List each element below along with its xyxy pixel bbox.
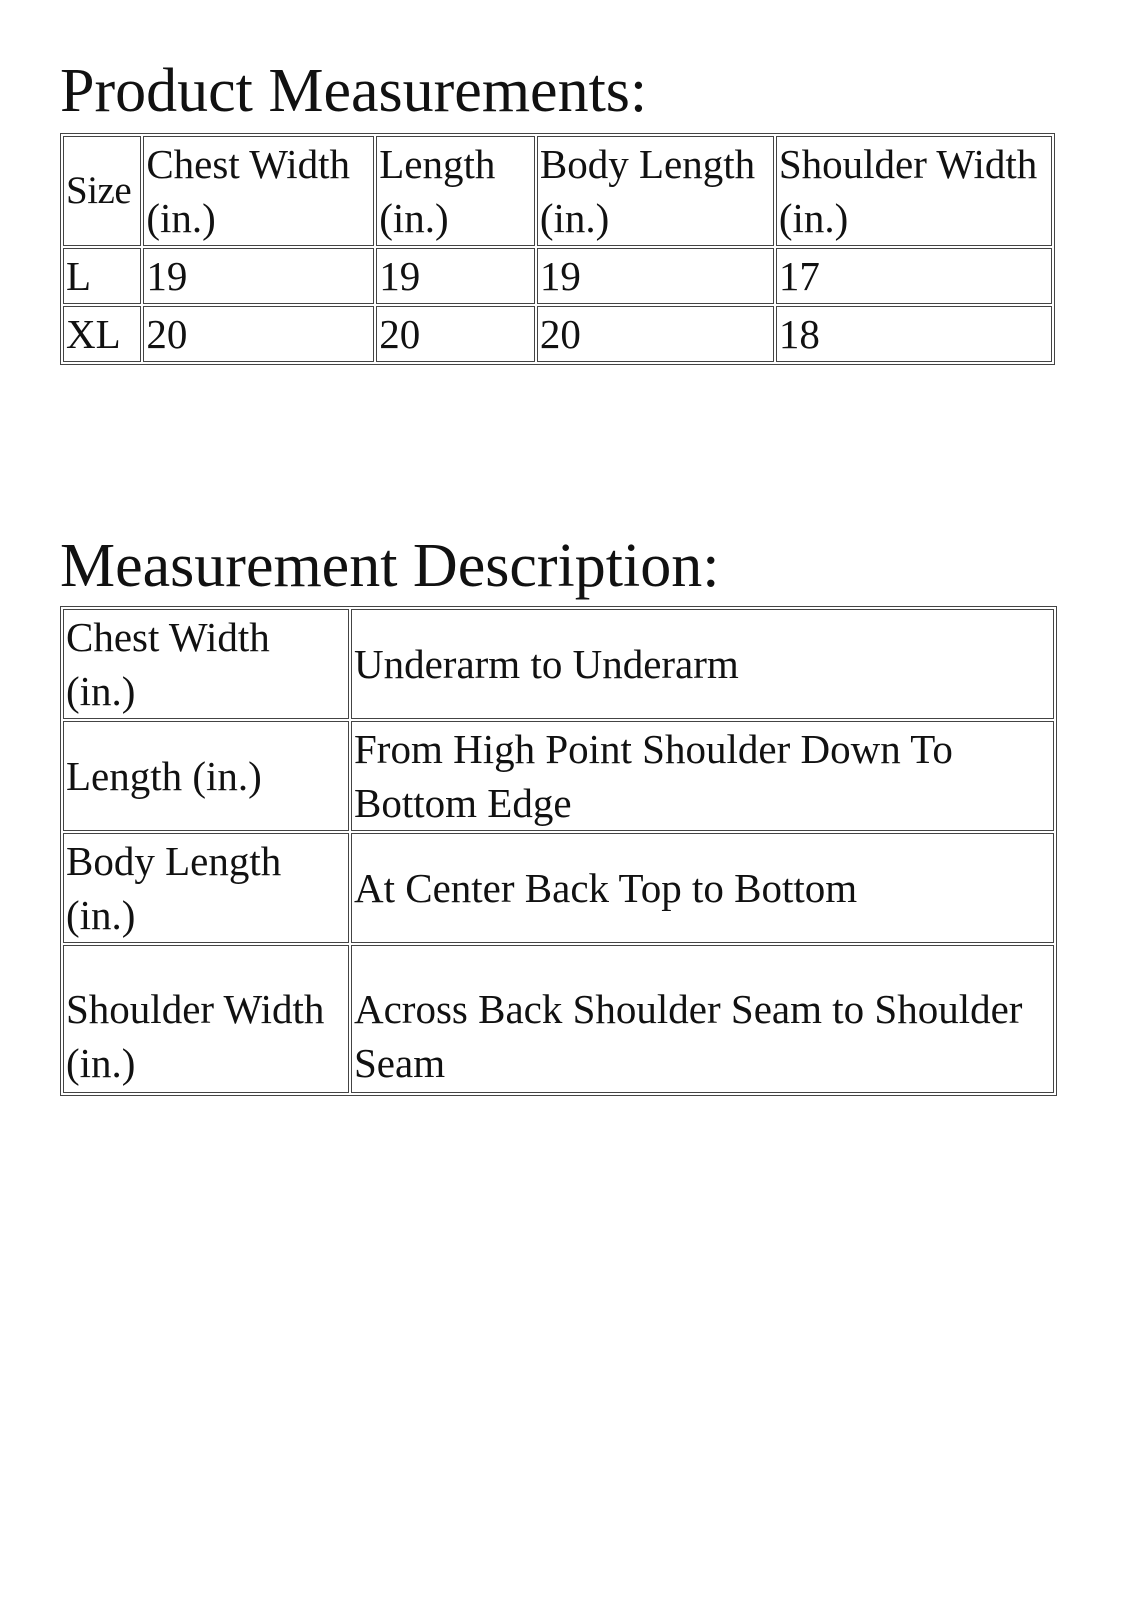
cell-body-length: 19 [537, 248, 774, 304]
description-table [60, 606, 1057, 1096]
cell-length: 19 [376, 248, 535, 304]
cell-shoulder-width: 17 [776, 248, 1052, 304]
table-row [63, 609, 1054, 719]
term-length: Length (in.) [63, 721, 349, 831]
table-row [63, 248, 1052, 304]
cell-chest-width: 19 [143, 248, 374, 304]
term-shoulder-width: Shoulder Width (in.) [63, 945, 349, 1093]
description-body-length: At Center Back Top to Bottom [351, 833, 1054, 943]
description-chest-width: Underarm to Underarm [351, 609, 1054, 719]
column-header-length: Length (in.) [376, 136, 535, 246]
description-shoulder-width: Across Back Shoulder Seam to Shoulder Seam [351, 945, 1054, 1093]
column-header-chest-width: Chest Width (in.) [143, 136, 374, 246]
measurements-table [60, 133, 1055, 365]
column-header-body-length: Body Length (in.) [537, 136, 774, 246]
description-length: From High Point Shoulder Down To Bottom Edge [351, 721, 1054, 831]
cell-size: XL [63, 306, 141, 362]
cell-size: L [63, 248, 141, 304]
term-body-length: Body Length (in.) [63, 833, 349, 943]
table-row [63, 721, 1054, 831]
measurement-description-title: Measurement Description: [60, 532, 720, 600]
cell-body-length: 20 [537, 306, 774, 362]
column-header-shoulder-width: Shoulder Width (in.) [776, 136, 1052, 246]
term-chest-width: Chest Width (in.) [63, 609, 349, 719]
cell-length: 20 [376, 306, 535, 362]
product-measurements-title: Product Measurements: [60, 57, 648, 125]
column-header-size: Size [63, 136, 141, 246]
table-header-row [63, 136, 1052, 246]
table-row [63, 306, 1052, 362]
table-row [63, 945, 1054, 1093]
cell-shoulder-width: 18 [776, 306, 1052, 362]
table-row [63, 833, 1054, 943]
cell-chest-width: 20 [143, 306, 374, 362]
